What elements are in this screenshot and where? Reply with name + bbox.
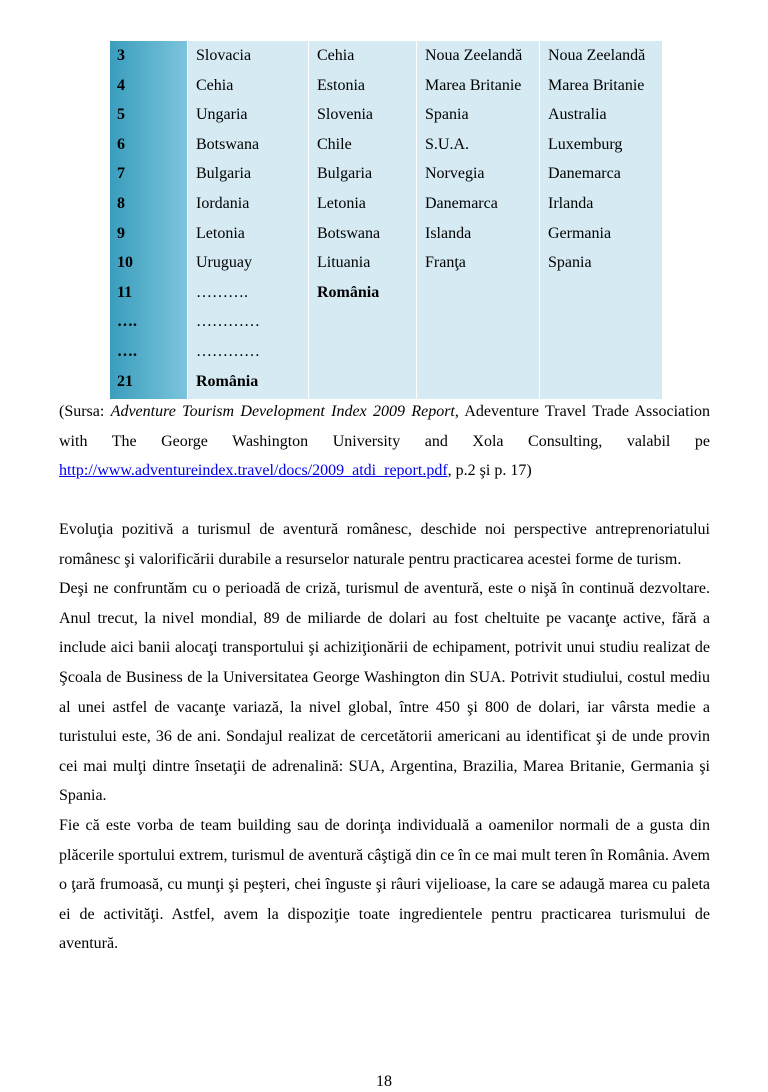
rank-cell: 9 <box>117 224 125 242</box>
country-d-cell: Danemarca <box>548 165 621 183</box>
table-row <box>110 41 662 399</box>
country-b-cell: România <box>317 283 380 301</box>
rank-cell: …. <box>117 313 137 331</box>
rank-cell: 4 <box>117 76 125 94</box>
country-a-cell: ………… <box>196 313 260 331</box>
country-c-cell: Norvegia <box>425 165 485 183</box>
source-citation <box>59 397 710 486</box>
country-a-cell: Letonia <box>196 224 245 242</box>
country-d-cell: Noua Zeelandă <box>548 47 646 64</box>
country-a-cell: România <box>196 372 259 390</box>
country-b-cell: Lituania <box>317 254 371 272</box>
country-c-cell: Islanda <box>425 224 472 242</box>
country-a-cell: ………… <box>196 342 260 360</box>
country-c-cell: Danemarca <box>425 194 498 212</box>
country-c-cell: Spania <box>425 106 469 124</box>
paragraph-intro: Evoluţia pozitivă a turismul de aventură românesc, deschide noi perspective antreprenoriatului românesc şi valorificării durabile a resurselor naturale pentru practicarea acestei forme de turism. <box>59 521 710 568</box>
country-a-cell: Ungaria <box>196 106 248 124</box>
source-prefix: (Sursa: <box>59 403 111 420</box>
country-a-cell: Uruguay <box>196 254 252 272</box>
country-a-cell: Slovacia <box>196 47 252 64</box>
country-d-cell: Australia <box>548 106 607 124</box>
page-number: 18 <box>376 1073 392 1090</box>
country-c-cell: S.U.A. <box>425 135 470 153</box>
country-c-cell: Franţa <box>425 254 466 272</box>
country-d-cell: Irlanda <box>548 194 594 212</box>
country-a-cell: Botswana <box>196 135 260 153</box>
rank-cell: …. <box>117 342 137 360</box>
rank-column <box>110 41 188 399</box>
report-title: Adventure Tourism Development Index 2009 Report <box>110 403 455 420</box>
rank-cell: 5 <box>117 106 125 124</box>
rank-cell: 10 <box>117 254 133 272</box>
body-text <box>59 515 710 959</box>
country-b-cell: Estonia <box>317 76 365 94</box>
country-a-cell: ………. <box>196 283 248 301</box>
source-middle: , Adeventure Travel Trade Association with The George Washington University and Xola Consulting, valabil pe <box>59 403 711 450</box>
country-column-b <box>309 41 417 399</box>
country-b-cell: Bulgaria <box>317 165 373 183</box>
country-b-cell: Chile <box>317 135 352 153</box>
country-d-cell: Marea Britanie <box>548 76 645 94</box>
country-b-cell: Botswana <box>317 224 381 242</box>
country-d-cell: Germania <box>548 224 612 242</box>
country-d-cell: Spania <box>548 254 592 272</box>
country-column-c <box>417 41 540 399</box>
rank-cell: 11 <box>117 283 133 301</box>
source-suffix: , p.2 şi p. 17) <box>447 462 532 480</box>
country-c-cell: Marea Britanie <box>425 76 522 94</box>
rank-cell: 21 <box>117 372 133 390</box>
country-a-cell: Bulgaria <box>196 165 252 183</box>
country-a-cell: Iordania <box>196 194 250 212</box>
rank-cell: 3 <box>117 47 125 64</box>
rank-cell: 8 <box>117 194 125 212</box>
country-b-cell: Letonia <box>317 194 366 212</box>
country-c-cell: Noua Zeelandă <box>425 47 523 64</box>
rank-cell: 7 <box>117 165 125 183</box>
report-link[interactable]: http://www.adventureindex.travel/docs/2009_atdi_report.pdf <box>59 462 448 480</box>
country-column-d <box>540 41 663 399</box>
ranking-table <box>110 41 662 399</box>
country-d-cell: Luxemburg <box>548 135 623 153</box>
country-a-cell: Cehia <box>196 76 234 94</box>
country-b-cell: Cehia <box>317 47 355 64</box>
paragraph-romania: Fie că este vorba de team building sau de dorinţa individuală a oamenilor normali de a gusta din plăcerile sportului extrem, turismul de aventură câştigă din ce în ce mai mult teren în România. Avem o ţară frumoasă, cu munţi şi peşteri, chei înguste şi râuri vijelioase, la care se adaugă marea cu paleta ei de activităţi. Astfel, avem la dispoziţie toate ingredientele pentru practicarea turismului de aventură. <box>59 816 710 953</box>
country-b-cell: Slovenia <box>317 106 373 124</box>
paragraph-market: Deşi ne confruntăm cu o perioadă de criză, turismul de aventură, este o nişă în continuă dezvoltare. Anul trecut, la nivel mondial, 89 de miliarde de dolari au fost cheltuite pe vacanţe active, fără a include aici banii alocaţi transportului şi achiziţionării de echipament, potrivit unui studiu realizat de Şcoala de Business de la Universitatea George Washington din SUA. Potrivit studiului, costul mediu al unei astfel de vacanţe variază, la nivel global, între 450 şi 800 de dolari, iar vârsta medie a turistului este, 36 de ani. Sondajul realizat de cercetătorii americani au identificat şi de unde provin cei mai mulţi dintre însetaţii de adrenalină: SUA, Argentina, Brazilia, Marea Britanie, Germania şi Spania. <box>59 580 710 805</box>
rank-cell: 6 <box>117 135 125 153</box>
country-column-a <box>188 41 309 399</box>
